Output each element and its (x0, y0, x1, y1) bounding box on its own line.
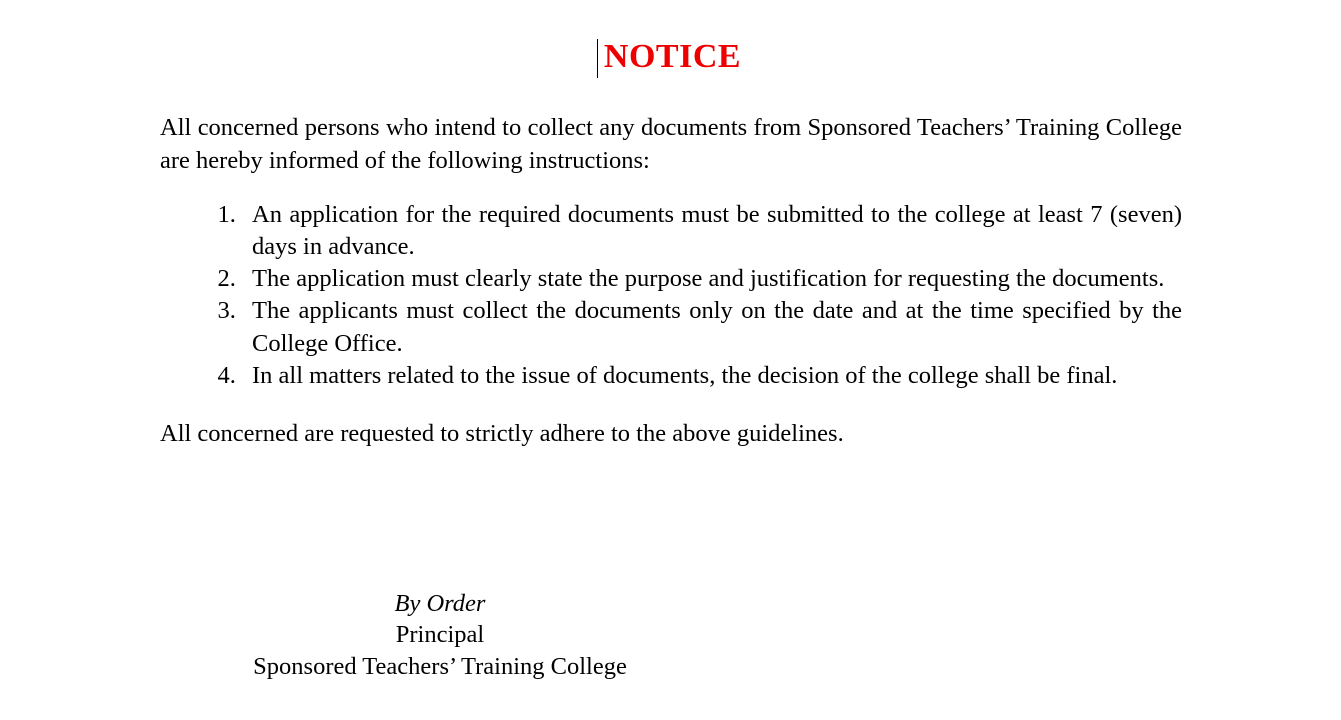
signature-by-order: By Order (394, 590, 486, 617)
signature-block (160, 588, 720, 682)
list-item: 3. The applicants must collect the documents only on the date and at the time specified by the College Office. (242, 295, 1182, 359)
signature-designation: Principal (395, 621, 485, 649)
list-item: 2. The application must clearly state the purpose and justification for requesting the documents. (242, 263, 1182, 295)
title-container (0, 0, 1341, 76)
signature-institution: Sponsored Teachers’ Training College (253, 652, 627, 680)
intro-paragraph: All concerned persons who intend to collect any documents from Sponsored Teachers’ Training College are hereby informed of the following instructions: (160, 114, 1182, 174)
page-title: NOTICE (600, 38, 741, 76)
notice-body (160, 112, 1182, 450)
instructions-list (160, 199, 1182, 392)
closing-paragraph: All concerned are requested to strictly adhere to the above guidelines. (160, 419, 844, 447)
list-item: 4. In all matters related to the issue of documents, the decision of the college shall be final. (242, 360, 1182, 392)
list-item: 1. An application for the required documents must be submitted to the college at least 7 (seven) days in advance. (242, 199, 1182, 263)
